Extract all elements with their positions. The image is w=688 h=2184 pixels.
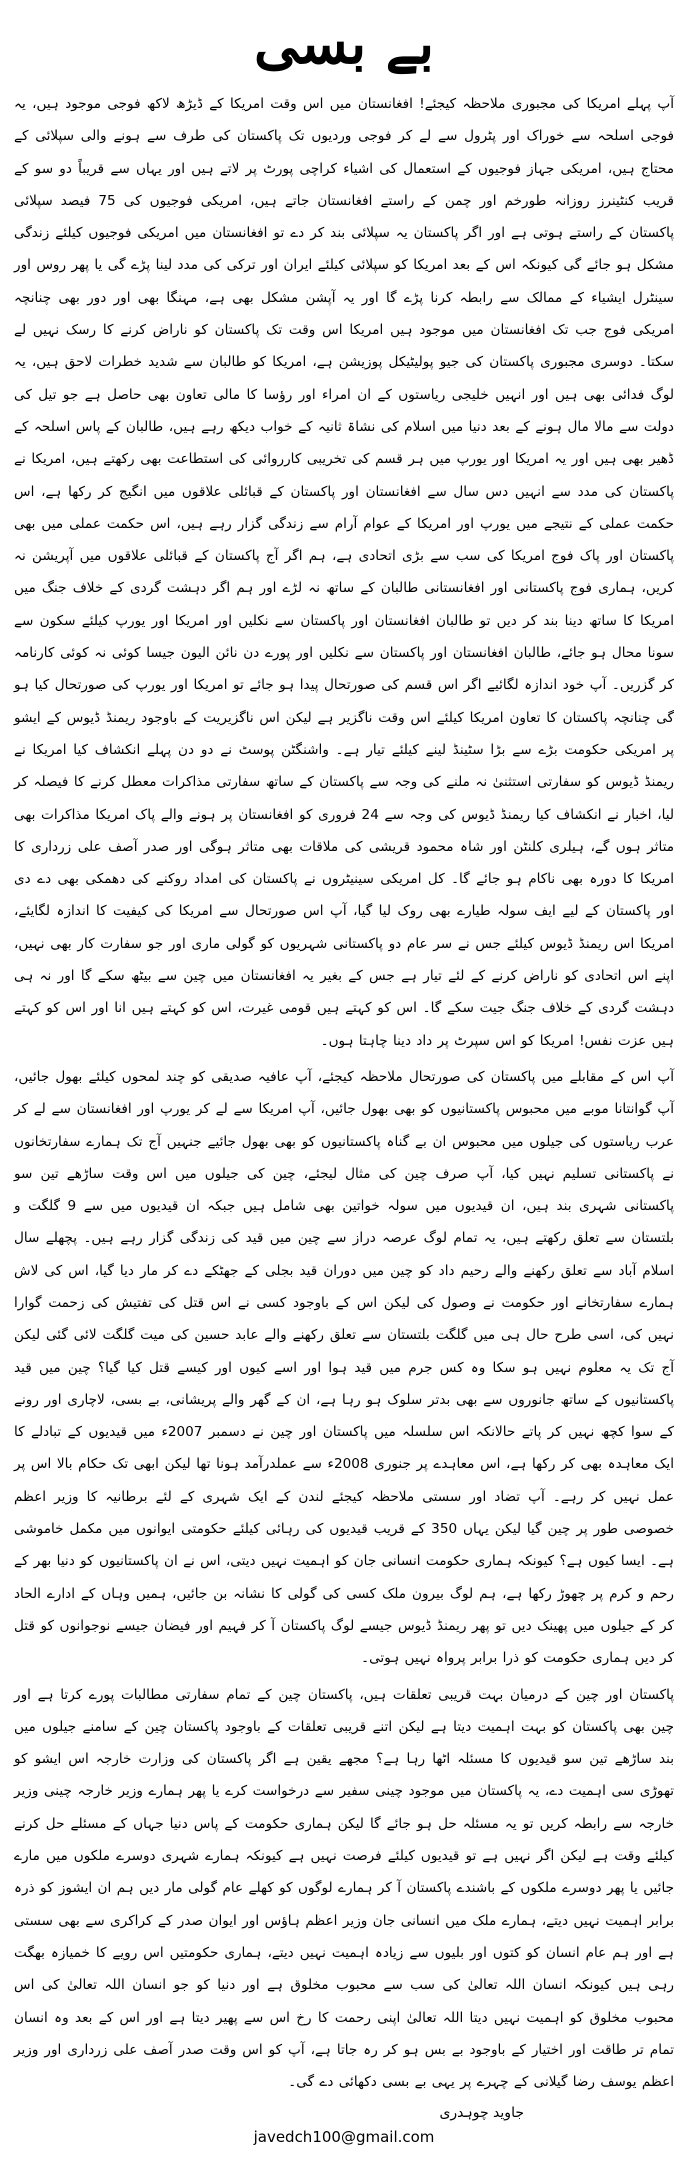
author-email[interactable]: javedch100@gmail.com — [253, 2128, 435, 2147]
author-byline: جاوید چوہدری — [439, 2105, 524, 2122]
paragraph-2: آپ اس کے مقابلے میں پاکستان کی صورتحال ملاحظہ کیجئے، آپ عافیہ صدیقی کو چند لمحوں کیلئے بھول جائیں، آپ گوانتانا موبے میں محبوس پاکستانیوں کو بھی بھول جائیں، آپ امریکا سے لے کر یورپ اور افغانستان سے لے کر عرب ریاستوں کی جیلوں میں محبوس ان بے گناہ پاکستانیوں کو بھی بھول جائیے جنہیں آج تک ہمارے سفارتخانوں نے پاکستانی تسلیم نہیں کیا، آپ صرف چین کی مثال لیجئے، چین کی جیلوں میں اس وقت ساڑھے تین سو پاکستانی شہری بند ہیں، ان قیدیوں میں سولہ خواتین بھی شامل ہیں جبکہ ان قیدیوں میں سے 9 گلگت و بلتستان سے تعلق رکھتے ہیں، یہ تمام لوگ عرصہ دراز سے چین میں قید کی زندگی گزار رہے ہیں۔ پچھلے سال اسلام آباد سے تعلق رکھنے والے رحیم داد کو چین میں دوران قید بجلی کے جھٹکے دے کر مار دیا گیا، اس کی لاش ہمارے سفارتخانے اور حکومت نے وصول کی لیکن اس کے باوجود کسی نے اس قتل کی تفتیش کی زحمت گوارا نہیں کی، اسی طرح حال ہی میں گلگت بلتستان سے تعلق رکھنے والے عابد حسین کی میت گلگت لائی گئی لیکن آج تک یہ معلوم نہیں ہو سکا وہ کس جرم میں قید ہوا اور اسے کیوں اور کیسے قتل کیا گیا؟ چین میں قید پاکستانیوں کے ساتھ جانوروں سے بھی بدتر سلوک ہو رہا ہے، ان کے گھر والے پریشانی، بے بسی، لاچاری اور رونے کے سوا کچھ نہیں کر پاتے حالانکہ اس سلسلہ میں پاکستان اور چین نے دسمبر 2007ء میں قیدیوں کے تبادلے کا ایک معاہدہ بھی کر رکھا ہے، اس معاہدے پر جنوری 2008ء سے عملدرآمد ہونا تھا لیکن ابھی تک حکام بالا اس پر عمل نہیں کر رہے۔ آپ تضاد اور سستی ملاحظہ کیجئے لندن کے ایک شہری کے لئے برطانیہ کا وزیر اعظم خصوصی طور پر چین گیا لیکن یہاں 350 کے قریب قیدیوں کی رہائی کیلئے حکومتی ایوانوں میں مکمل خاموشی ہے۔ ایسا کیوں ہے؟ کیونکہ ہماری حکومت انسانی جان کو اہمیت نہیں دیتی، اس نے ان پاکستانیوں کو دنیا بھر کے رحم و کرم پر چھوڑ رکھا ہے، ہم لوگ بیرون ملک کسی کی گولی کا نشانہ بن جائیں، ہمیں وہاں کے ادارے الحاد کر کے جیلوں میں پھینک دیں تو پھر ریمنڈ ڈیوس جیسے لوگ پاکستان آ کر فہیم اور فیضان جیسے نوجوانوں کو قتل کر دیں ہماری حکومت کو ذرا برابر پرواہ نہیں ہوتی۔ — [14, 1068, 674, 1667]
paragraph-1: آپ پہلے امریکا کی مجبوری ملاحظہ کیجئے! افغانستان میں اس وقت امریکا کے ڈیڑھ لاکھ فوجی موجود ہیں، یہ فوجی اسلحہ سے خوراک اور پٹرول سے لے کر فوجی وردیوں تک پاکستان کی طرف سے ہونے والی سپلائی کے محتاج ہیں، امریکی جہاز فوجیوں کے استعمال کی اشیاء کراچی پورٹ پر لاتے ہیں اور یہاں سے قریباً دو سو کے قریب کنٹینرز روزانہ طورخم اور چمن کے راستے افغانستان جاتے ہیں، امریکی فوجیوں کی 75 فیصد سپلائی پاکستان کے راستے ہوتی ہے اور اگر پاکستان یہ سپلائی بند کر دے تو افغانستان میں امریکی فوجیوں کیلئے زندگی مشکل ہو جائے گی کیونکہ اس کے بعد امریکا کو سپلائی کیلئے ایران اور ترکی کی مدد لینا پڑے گی یا پھر روس اور سینٹرل ایشیاء کے ممالک سے رابطہ کرنا پڑے گا اور یہ آپشن مشکل بھی ہے، مہنگا بھی اور دور بھی چنانچہ امریکی فوج جب تک افغانستان میں موجود ہیں امریکا اس وقت تک پاکستان کو ناراض کرنے کا رسک نہیں لے سکتا۔ دوسری مجبوری پاکستان کی جیو پولیٹیکل پوزیشن ہے، امریکا کو طالبان سے شدید خطرات لاحق ہیں، یہ لوگ فدائی بھی ہیں اور انہیں خلیجی ریاستوں کے ان امراء اور رؤسا کا مالی تعاون بھی حاصل ہے جو تیل کی دولت سے مالا مال ہونے کے بعد دنیا میں اسلام کی نشاۃ ثانیہ کے خواب دیکھ رہے ہیں، طالبان کے پاس اسلحہ کے ڈھیر بھی ہیں اور یہ امریکا اور یورپ میں ہر قسم کی تخریبی کارروائی کی استطاعت بھی رکھتے ہیں، امریکا نے پاکستان کی مدد سے انہیں دس سال سے افغانستان اور پاکستان کے قبائلی علاقوں میں انگیج کر رکھا ہے، اس حکمت عملی کے نتیجے میں یورپ اور امریکا کے عوام آرام سے زندگی گزار رہے ہیں، اس حکمت عملی میں بھی پاکستان اور پاک فوج امریکا کی سب سے بڑی اتحادی ہے، ہم اگر آج پاکستان کے قبائلی علاقوں میں آپریشن نہ کریں، ہماری فوج پاکستانی اور افغانستانی طالبان کے ساتھ نہ لڑے اور ہم اگر دہشت گردی کے خلاف جنگ میں امریکا کا ساتھ دینا بند کر دیں تو طالبان افغانستان اور پاکستان سے نکلیں اور امریکا اور یورپ کیلئے سکون سے سونا محال ہو جائے، طالبان افغانستان اور پاکستان سے نکلیں اور پورے دن نائن الیون جیسا کوئی نہ کوئی کارنامہ کر گزریں۔ آپ خود اندازہ لگائیے اگر اس قسم کی صورتحال پیدا ہو جائے تو امریکا اور یورپ کی صورتحال کیا ہو گی چنانچہ پاکستان کا تعاون امریکا کیلئے اس وقت ناگزیر ہے لیکن اس ناگزیریت کے باوجود ریمنڈ ڈیوس کے ایشو پر امریکی حکومت بڑے سے بڑا سٹینڈ لینے کیلئے تیار ہے۔ واشنگٹن پوسٹ نے دو دن پہلے انکشاف کیا امریکا نے ریمنڈ ڈیوس کو سفارتی استثنیٰ نہ ملنے کی وجہ سے پاکستان کے ساتھ سفارتی مذاکرات معطل کرنے کا فیصلہ کر لیا، اخبار نے انکشاف کیا ریمنڈ ڈیوس کی وجہ سے 24 فروری کو افغانستان پر ہونے والے پاک امریکا مذاکرات بھی متاثر ہوں گے، ہیلری کلنٹن اور شاہ محمود قریشی کی ملاقات بھی متاثر ہوگی اور صدر آصف علی زرداری کا امریکا کا دورہ بھی ناکام ہو جائے گا۔ کل امریکی سینیٹروں نے پاکستان کی امداد روکنے کی دھمکی بھی دے دی اور پاکستان کے لیے ایف سولہ طیارے بھی روک لیا گیا، آپ اس صورتحال سے امریکا کی کیفیت کا اندازہ لگایئے، امریکا اس ریمنڈ ڈیوس کیلئے جس نے سر عام دو پاکستانی شہریوں کو گولی ماری اور جو سفارت کار بھی نہیں، اپنے اس اتحادی کو ناراض کرنے کے لئے تیار ہے جس کے بغیر یہ افغانستان میں چین سے بیٹھ سکے گا اور نہ ہی دہشت گردی کے خلاف جنگ جیت سکے گا۔ اس کو کہتے ہیں قومی غیرت، اس کو کہتے ہیں انا اور اس کو کہتے ہیں عزت نفس! امریکا کو اس سپرٹ پر داد دینا چاہتا ہوں۔ — [14, 96, 674, 1049]
article-body — [14, 88, 674, 2098]
paragraph-3: پاکستان اور چین کے درمیان بہت قریبی تعلقات ہیں، پاکستان چین کے تمام سفارتی مطالبات پورے کرتا ہے اور چین بھی پاکستان کو بہت اہمیت دیتا ہے لیکن اتنے قریبی تعلقات کے باوجود پاکستان چین کے سامنے جیلوں میں بند ساڑھے تین سو قیدیوں کا مسئلہ اٹھا رہا ہے؟ مجھے یقین ہے اگر پاکستان کی وزارت خارجہ اس ایشو کو تھوڑی سی اہمیت دے، یہ پاکستان میں موجود چینی سفیر سے درخواست کرے یا پھر ہمارے وزیر خارجہ چینی وزیر خارجہ سے رابطہ کریں تو یہ مسئلہ حل ہو جائے گا لیکن ہماری حکومت کے پاس دنیا جہاں کے مسئلے حل کرنے کیلئے وقت ہے لیکن اگر نہیں ہے تو قیدیوں کیلئے فرصت نہیں ہے کیونکہ ہمارے شہری دوسرے ملکوں میں مارے جائیں یا پھر دوسرے ملکوں کے باشندے پاکستان آ کر ہمارے لوگوں کو کھلے عام گولی مار دیں ہم ان ایشوز کو ذرہ برابر اہمیت نہیں دیتے، ہمارے ملک میں انسانی جان وزیر اعظم ہاؤس اور ایوان صدر کے کراکری سے بھی سستی ہے اور ہم عام انسان کو کتوں اور بلیوں سے زیادہ اہمیت نہیں دیتے، ہماری حکومتیں اس رویے کا خمیازہ بھگت رہی ہیں کیونکہ انسان اللہ تعالیٰ کی سب سے محبوب مخلوق ہے اور دنیا کو جو انسان اللہ تعالیٰ کی اس محبوب مخلوق کو اہمیت نہیں دیتا اللہ تعالیٰ اپنی رحمت کا رخ اس سے پھیر دیتا ہے اور اس کے بعد وہ انسان تمام تر طاقت اور اختیار کے باوجود بے بس ہو کر رہ جاتا ہے، آپ کو اس وقت صدر آصف علی زرداری اور وزیر اعظم یوسف رضا گیلانی کے چہرے پر یہی بے بسی دکھائی دے گی۔ — [14, 1686, 674, 2091]
column-title: بے بسی — [253, 11, 435, 77]
